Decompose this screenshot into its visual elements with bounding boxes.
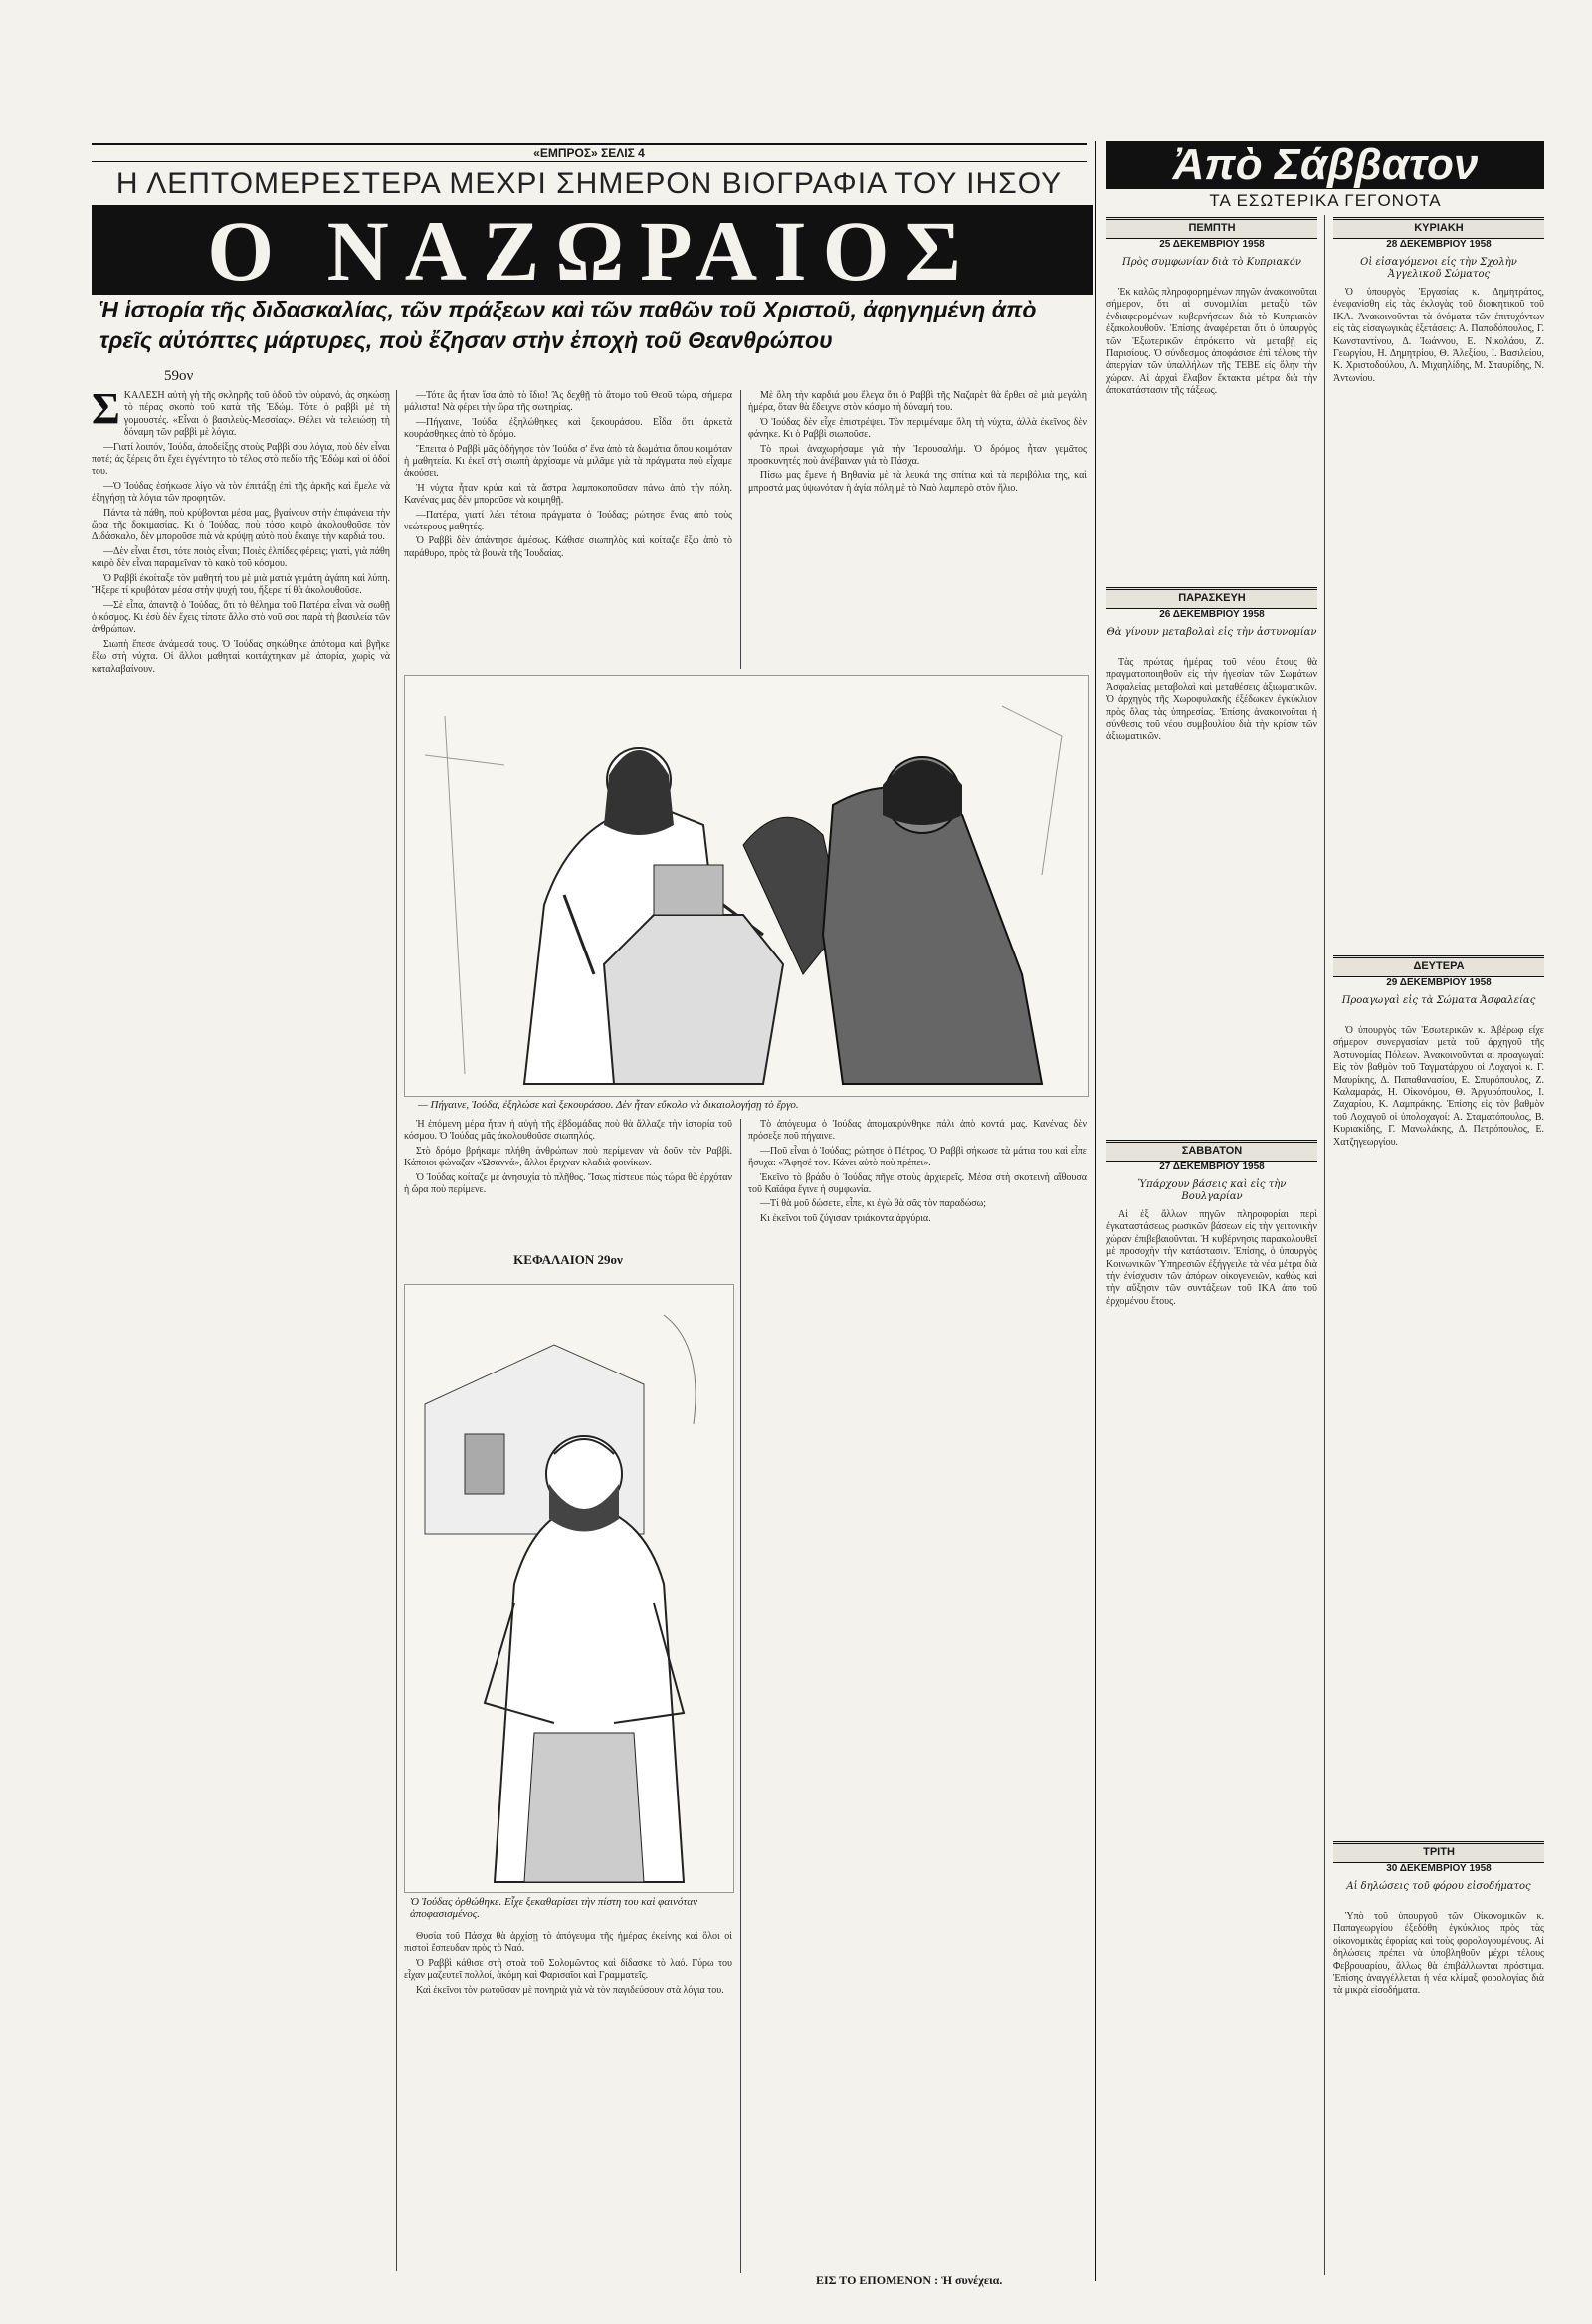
right-section-title: Ἀπὸ Σάββατον — [1106, 141, 1544, 189]
day-date: 29 ΔΕΚΕΜΒΡΙΟΥ 1958 — [1386, 977, 1492, 988]
article-paragraph: Ὁ Ἰούδας δὲν εἶχε ἐπιστρέψει. Τὸν περιμέναμε ὅλη τὴ νύχτα, ἀλλὰ ἐκεῖνος δὲν φάνηκε. Κι ὁ Ραββὶ σιωποῦσε. — [748, 416, 1087, 441]
column-rule — [1324, 215, 1325, 2275]
day-body — [1333, 1025, 1544, 1821]
article-paragraph: Ὁ Ραββὶ κάθισε στὴ στοὰ τοῦ Σολομῶντος καὶ δίδασκε τὸ λαό. Γύρω του εἶχαν μαζευτεῖ πολλοί, ἀκόμη καὶ Φαρισαῖοι καὶ Γραμματεῖς. — [404, 1957, 732, 1982]
article-paragraph: Πάντα τὰ πάθη, ποὺ κρύβονται μέσα μας, βγαίνουν στὴν ἐπιφάνεια τὴν ὥρα τῆς δοκιμασίας. Κι ὁ Ἰούδας, ποὺ τόσο καιρὸ ἀκολουθοῦσε τὸν Διδάσκαλο, δὲν μποροῦσε πιὰ νὰ κρύψῃ αὐτὸ ποὺ ἔκαιγε τὴν καρδιά του. — [92, 507, 390, 543]
article-paragraph: Κι ἐκεῖνοι τοῦ ζύγισαν τριάκοντα ἀργύρια. — [760, 1212, 931, 1224]
illustration-1-caption: — Πήγαινε, Ἰούδα, ἐξηλώσε καὶ ξεκουράσου. Δὲν ἦταν εὔκολο νὰ δικαιολογήσῃ τὸ ἔργο. — [418, 1099, 799, 1111]
day-headline: Πρὸς συμφωνίαν διὰ τὸ Κυπριακόν — [1122, 257, 1301, 268]
article-paragraph: Ὁ Ραββὶ δὲν ἀπάντησε ἀμέσως. Κάθισε σιωπηλὸς καὶ κοίταζε ἔξω ἀπὸ τὸ παράθυρο, πρὸς τὰ βουνὰ τῆς Ἰουδαίας. — [404, 535, 732, 559]
article-paragraph: Ἔπειτα ὁ Ραββὶ μᾶς ὁδήγησε τὸν Ἰούδα σ' ἕνα ἀπὸ τὰ δωμάτια ὅπου κοιμόταν ἡ μαθητεία. Κι ἐκεῖ στὴ σιωπὴ ἀρχίσαμε νὰ μιλᾶμε γιὰ τὰ πράγματα ποὺ εἶχαμε ἀκούσει. — [404, 443, 732, 480]
continued-notice: ΕΙΣ ΤΟ ΕΠΟΜΕΝΟΝ : Ἡ συνέχεια. — [816, 2273, 1003, 2287]
article-paragraph: Τὸ ἀπόγευμα ὁ Ἰούδας ἀπομακρύνθηκε πάλι ἀπὸ κοντά μας. Κανένας δὲν πρόσεξε ποῦ πήγαινε. — [748, 1119, 1087, 1143]
day-body — [1333, 287, 1544, 934]
day-paragraph: Ὁ ὑπουργὸς Ἐργασίας κ. Δημητράτος, ἐνεφανίσθη εἰς τὰς ἐκλογὰς τοῦ διοικητικοῦ τοῦ ΙΚΑ. Ἀνακοινοῦνται τὰ ὀνόματα τῶν ἐπιτυχόντων εἰς τὰς εἰσαγωγικὰς ἐξετάσεις: Α. Παπαδόπουλος, Γ. Κωνσταντίνου, Δ. Ἰωάννου, Ε. Νικολάου, Ζ. Γεωργίου, Η. Δημητρίου, Θ. Ἀλεξίου, Ι. Βασιλείου, Κ. Χριστοδούλου, Λ. Μιχαηλίδης, Μ. Σταυρίδης, Ν. Ἀντωνίου. — [1333, 287, 1544, 384]
drop-cap: Σ — [92, 390, 120, 433]
day-body — [1106, 1209, 1317, 2264]
day-body — [1333, 1911, 1544, 2259]
column-rule — [396, 390, 397, 2271]
article-paragraph: Ἡ νύχτα ἦταν κρύα καὶ τὰ ἄστρα λαμποκοποῦσαν πάνω ἀπὸ τὴν πόλη. Κανένας μας δὲν μποροῦσε νὰ κοιμηθῇ. — [404, 482, 732, 507]
engraving-scene-2 — [405, 1285, 733, 1892]
engraving-scene-1 — [405, 676, 1088, 1096]
article-paragraph: —Γιατί λοιπόν, Ἰούδα, ἀποδείξῃς στοὺς Ραββὶ σου λόγια, ποὺ δὲν εἶναι ποτέ; ἀς ξέρεις ὅτι ἔχει ἐγγέντητο τὸ τέλος στὸ πεδίο τῆς Ἐδὼμ καὶ οἱ ὁδοί του. — [92, 441, 390, 478]
day-header: ΣΑΒΒΑΤΟΝ — [1106, 1140, 1317, 1162]
page-header: «ΕΜΠΡΟΣ» ΣΕΛΙΣ 4 — [92, 143, 1087, 162]
masthead-title: Ο ΝΑΖΩΡΑΙΟΣ — [92, 205, 1093, 295]
article-column-2c — [404, 1931, 732, 2269]
article-paragraph: —Πατέρα, γιατί λέει τέτοια πράγματα ὁ Ἰούδας; ρώτησε ἕνας ἀπὸ τοὺς νεώτερους μαθητές. — [404, 509, 732, 533]
illustration-2-caption: Ὁ Ἰούδας ὀρθώθηκε. Εἶχε ξεκαθαρίσει τὴν πίστη του καὶ φαινόταν ἀποφασισμένος. — [410, 1896, 698, 1920]
day-headline: Ὑπάρχουν βάσεις καὶ εἰς τὴν Βουλγαρίαν — [1137, 1179, 1287, 1202]
article-paragraph: —Ὁ Ἰούδας ἐσήκωσε λίγο νὰ τὸν ἐπιτάξῃ ἐπὶ τῆς ἀρκῆς καὶ ἔμελε νὰ ἐξηγήσῃ τὰ λόγια τῶν προφητῶν. — [92, 480, 390, 505]
column-rule — [740, 390, 741, 669]
article-paragraph: Σ ΚΑΛΕΣΗ αὐτὴ γὴ τῆς σκληρῆς τοῦ ὁδοῦ τὸν οὐρανό, ἀς σηκώσῃ τὸ πέρας σκοπὸ τοῦ κατὰ τῆς Ἐδώμ. Τότε ὁ ραββὶ μὲ τὴ γομουστές. «Εἶναι ὁ βασιλεὺς-Μεσσίας». Θέλει νὰ τελειώσῃ τὴ δόναμη τῶν ραββὶ μὲ λόγια. — [92, 390, 390, 439]
day-headline: Θὰ γίνουν μεταβολαὶ εἰς τὴν ἀστυνομίαν — [1106, 627, 1317, 638]
day-header: ΚΥΡΙΑΚΗ — [1333, 217, 1544, 239]
day-date: 25 ΔΕΚΕΜΒΡΙΟΥ 1958 — [1159, 239, 1265, 250]
article-column-3 — [748, 390, 1087, 669]
section-rule — [1094, 141, 1096, 2281]
day-header: ΠΕΜΠΤΗ — [1106, 217, 1317, 239]
article-deck: Ἡ ἱστορία τῆς διδασκαλίας, τῶν πράξεων καὶ τῶν παθῶν τοῦ Χριστοῦ, ἀφηγημένη ἀπὸ τρεῖς αὐτόπτες μάρτυρες, ποὺ ἔζησαν στὴν ἐποχὴ τοῦ Θεανθρώπου — [100, 297, 1037, 353]
day-body — [1106, 287, 1317, 565]
article-paragraph: Ὁ Ἰούδας κοίταζε μὲ ἀνησυχία τὸ πλῆθος. Ἴσως πίστευε πὼς τώρα θὰ ἐρχόταν ἡ ὥρα ποὺ περίμενε. — [404, 1171, 732, 1196]
article-paragraph: Σιωπὴ ἔπεσε ἀνάμεσά τους. Ὁ Ἰούδας σηκώθηκε ἀπότομα καὶ βγῆκε ἔξω στὴ νύχτα. Οἱ ἄλλοι μαθηταὶ κοιτάχτηκαν μὲ ἀπορία, χωρὶς νὰ καταλαβαίνουν. — [92, 638, 390, 675]
article-paragraph: —Δὲν εἶναι ἔτσι, τότε ποιὸς εἶναι; Ποιὲς ἐλπίδες φέρεις; γιατὶ, γιὰ πάθη καιρὸ δὲν εἶναι παραμεῖναν τὸ κακὸ τοῦ κόσμου. — [92, 545, 390, 570]
article-paragraph: —Ποῦ εἶναι ὁ Ἰούδας; ρώτησε ὁ Πέτρος. Ὁ Ραββὶ σήκωσε τὰ μάτια του καὶ εἶπε ἤσυχα: «Ἄφησέ τον. Κάνει αὐτὸ ποὺ πρέπει». — [748, 1145, 1087, 1169]
article-column-3b — [748, 1119, 1087, 2263]
day-paragraph: Ὑπὸ τοῦ ὑπουργοῦ τῶν Οἰκονομικῶν κ. Παπαγεωργίου ἐξεδόθη ἐγκύκλιος πρὸς τὰς οἰκονομικὰς ἐφορίας καὶ τοὺς φορολογουμένους. Αἱ δηλώσεις πρέπει νὰ ὑποβληθοῦν μέχρι τέλους Φεβρουαρίου, ἄλλως θὰ ἐπιβάλλωνται πρόστιμα. Ἐπίσης ἀναγγέλλεται ἡ νέα κλίμαξ φορολογίας διὰ τὰ μικρὰ εἰσοδήματα. — [1333, 1911, 1544, 1997]
day-date: 26 ΔΕΚΕΜΒΡΙΟΥ 1958 — [1159, 609, 1265, 620]
article-paragraph: —Τί θὰ μοῦ δώσετε, εἶπε, κι ἐγὼ θὰ σᾶς τὸν παραδώσω; — [760, 1198, 987, 1210]
illustration-jesus-and-judas — [404, 675, 1089, 1097]
day-date: 28 ΔΕΚΕΜΒΡΙΟΥ 1958 — [1386, 239, 1492, 250]
article-paragraph: Πίσω μας ἔμενε ἡ Βηθανία μὲ τὰ λευκά της σπίτια καὶ τὰ περιβόλια της, καὶ μπροστά μας ὑψωνόταν ἡ ἁγία πόλη μὲ τὸ Ναὸ λαμπερὸ στὸν ἥλιο. — [748, 470, 1087, 494]
column-rule — [740, 1119, 741, 2273]
article-paragraph: Θυσία τοῦ Πάσχα θὰ ἀρχίσῃ τὸ ἀπόγευμα τῆς ἡμέρας ἐκείνης καὶ ὅλοι οἱ πιστοὶ ἔσπευδαν πρὸς τὸ Ναό. — [404, 1931, 732, 1955]
right-section-subtitle: ΤΑ ΕΣΩΤΕΡΙΚΑ ΓΕΓΟΝΟΤΑ — [1209, 191, 1442, 210]
article-paragraph: Τὸ πρωὶ ἀναχωρήσαμε γιὰ τὴν Ἱερουσαλήμ. Ὁ δρόμος ἦταν γεμᾶτος προσκυνητές ποὺ ἀνέβαιναν γιὰ τὸ Πάσχα. — [748, 443, 1087, 468]
day-date: 30 ΔΕΚΕΜΒΡΙΟΥ 1958 — [1386, 1863, 1492, 1874]
article-column-2b — [404, 1119, 732, 1248]
article-paragraph: —Σὲ εἶπα, ἀπαντᾷ ὁ Ἰούδας, ὅτι τὸ θέλημα τοῦ Πατέρα εἶναι νὰ σωθῇ ὁ κόσμος. Κι ἐσὺ δὲν ἔχεις τίποτε ἄλλο στὸ νοῦ σου παρὰ τὴ βασιλεία τῶν ἀνθρώπων. — [92, 599, 390, 636]
article-paragraph: Ὁ Ραββὶ ἐκοίταξε τὸν μαθητή του μὲ μιὰ ματιὰ γεμάτη ἀγάπη καὶ λύπη. Ἤξερε τί κρυβόταν μέσα στὴν ψυχή του, ἤξερε τί θὰ ἀκολουθοῦσε. — [92, 572, 390, 597]
article-column-2 — [404, 390, 732, 669]
day-date: 27 ΔΕΚΕΜΒΡΙΟΥ 1958 — [1159, 1162, 1265, 1172]
article-paragraph: Στὸ δρόμο βρήκαμε πλήθη ἀνθρώπων ποὺ περίμεναν νὰ δοῦν τὸν Ραββὶ. Κάποιοι φώναζαν «Ὡσαννά», ἄλλοι ἔριχναν κλαδιὰ φοινίκων. — [404, 1145, 732, 1169]
article-paragraph: —Πήγαινε, Ἰούδα, ἐξηλώθηκες καὶ ξεκουράσου. Εἶδα ὅτι ἀρκετὰ κουράσθηκες ἀπὸ τὸ δρόμο. — [404, 416, 732, 441]
day-header: ΔΕΥΤΕΡΑ — [1333, 955, 1544, 977]
day-body — [1106, 657, 1317, 1115]
article-paragraph: —Τότε ἂς ἦταν ἴσα ἀπὸ τὸ ἴδιο! Ἂς δεχθῇ τὸ ἄτομο τοῦ Θεοῦ τώρα, σήμερα μάλιστα! Νὰ φέρει τὴν ὥρα τῆς σωτηρίας. — [404, 390, 732, 414]
article-column-1 — [92, 390, 390, 2271]
series-subtitle: Η ΛΕΠΤΟΜΕΡΕΣΤΕΡΑ ΜΕΧΡΙ ΣΗΜΕΡΟΝ ΒΙΟΓΡΑΦΙΑ ΤΟΥ ΙΗΣΟΥ — [115, 167, 1063, 200]
chapter-heading: ΚΕΦΑΛΑΙΟΝ 29ον — [513, 1252, 623, 1267]
chapter-number: 59ον — [164, 368, 194, 384]
article-paragraph: Ἡ ἐπόμενη μέρα ἦταν ἡ αὐγὴ τῆς ἑβδομάδας ποὺ θὰ ἄλλαζε τὴν ἱστορία τοῦ κόσμου. Ὁ Ἰούδας μᾶς ἀκολουθοῦσε σιωπηλός. — [404, 1119, 732, 1143]
article-paragraph: Μὲ ὅλη τὴν καρδιά μου ἔλεγα ὅτι ὁ Ραββὶ τῆς Ναζαρὲτ θὰ ἔρθει σὲ μιὰ μεγάλη ἡμέρα, ὅταν θὰ ἔδειχνε στὸν κόσμο τὴ δύναμή του. — [748, 390, 1087, 414]
day-paragraph: Αἱ ἐξ ἄλλων πηγῶν πληροφορίαι περὶ ἐγκαταστάσεως ρωσικῶν βάσεων εἰς τὴν γειτονικὴν χώραν ἐπιβεβαιοῦνται. Ἡ κυβέρνησις παρακολουθεῖ μὲ προσοχὴν τὴν κατάστασιν. Ἐπίσης, ὁ ὑπουργὸς Κοινωνικῶν Ὑπηρεσιῶν ἐξήγγειλε τὰ νέα μέτρα διὰ τὴν ἐνίσχυσιν τῶν ἀπόρων οἰκογενειῶν, καθὼς καὶ τὴν αὔξησιν τῶν συντάξεων τοῦ ΙΚΑ ἀπὸ τοῦ ἐρχομένου ἔτους. — [1106, 1209, 1317, 1307]
day-header: ΤΡΙΤΗ — [1333, 1841, 1544, 1863]
day-headline: Οἱ εἰσαγόμενοι εἰς τὴν Σχολὴν Ἀγγελικοῦ Σώματος — [1360, 257, 1517, 280]
article-paragraph: Ἐκεῖνο τὸ βράδυ ὁ Ἰούδας πῆγε στοὺς ἀρχιερεῖς. Μέσα στὴ σκοτεινὴ αἴθουσα τοῦ Καϊάφα ἔγινε ἡ συμφωνία. — [748, 1171, 1087, 1196]
illustration-judas — [404, 1284, 734, 1893]
day-header: ΠΑΡΑΣΚΕΥΗ — [1106, 587, 1317, 609]
day-paragraph: Ἐκ καλῶς πληροφορημένων πηγῶν ἀνακοινοῦται σήμερον, ὅτι αἱ συνομιλίαι μεταξὺ τῶν ἐνδιαφερομένων κυβερνήσεων διὰ τὸ Κυπριακὸν ἐξακολουθοῦν. Ἐπίσης ἀναφέρεται ὅτι ὁ ὑπουργὸς τῶν Ἐξωτερικῶν ἐπρόκειτο νὰ μεταβῇ εἰς Παρισίους. Ὁ σύνδεσμος ἀποφάσισε ἐπὶ τέλους τὴν ἀπεργίαν τῶν ὑπαλλήλων τῆς ΤΕΒΕ εἰς ὅλην τὴν χώραν. Αἱ ἀρχαὶ ἔλαβον ἔκτακτα μέτρα διὰ τὴν ἀποκατάστασιν τῆς τάξεως. — [1106, 287, 1317, 397]
day-paragraph: Ὁ ὑπουργὸς τῶν Ἐσωτερικῶν κ. Ἀβέρωφ εἶχε σήμερον συνεργασίαν μετὰ τοῦ ἀρχηγοῦ τῆς Ἀστυνομίας Πόλεων. Ἀνακοινοῦνται αἱ προαγωγαί: Εἰς τὸν βαθμὸν τοῦ Ταγματάρχου οἱ Λοχαγοὶ κ. Γ. Μαυρίκης, Δ. Παπαθανασίου, Ε. Σπυρόπουλος, Ζ. Καλαμαράς, Η. Οἰκονόμου, Θ. Ἀργυρόπουλος, Ι. Ζαχαρίου, Κ. Λαμπράκης. Ἐπίσης εἰς τὸν βαθμὸν τοῦ Λοχαγοῦ οἱ ὑπολοχαγοί: Α. Σταματόπουλος, Β. Κυριακίδης, Γ. Μανωλάκης, Δ. Πετρόπουλος, Ε. Χατζηγεωργίου. — [1333, 1025, 1544, 1148]
day-paragraph: Τὰς πρώτας ἡμέρας τοῦ νέου ἔτους θὰ πραγματοποιηθοῦν εἰς τὴν ἡγεσίαν τῶν Σωμάτων Ἀσφαλείας μεταβολαὶ καὶ μεταθέσεις ἀξιωματικῶν. Ὁ ἀρχηγὸς τῆς Χωροφυλακῆς ἐξέδωκεν ἐγκύκλιον πρὸς ὅλας τὰς ὑπηρεσίας. Ἐπίσης ἀνακοινοῦται ἡ σύνθεσις τοῦ νέου συμβουλίου διὰ τὴν κρίσιν τῶν ἀξιωματικῶν. — [1106, 657, 1317, 742]
article-paragraph: Καὶ ἐκεῖνοι τὸν ρωτοῦσαν μὲ πονηριὰ γιὰ νὰ τὸν παγιδεύσουν στὰ λόγια του. — [416, 1984, 724, 1996]
day-headline: Προαγωγαὶ εἰς τὰ Σώματα Ἀσφαλείας — [1341, 995, 1536, 1006]
day-headline: Αἱ δηλώσεις τοῦ φόρου εἰσοδήματος — [1346, 1881, 1531, 1892]
